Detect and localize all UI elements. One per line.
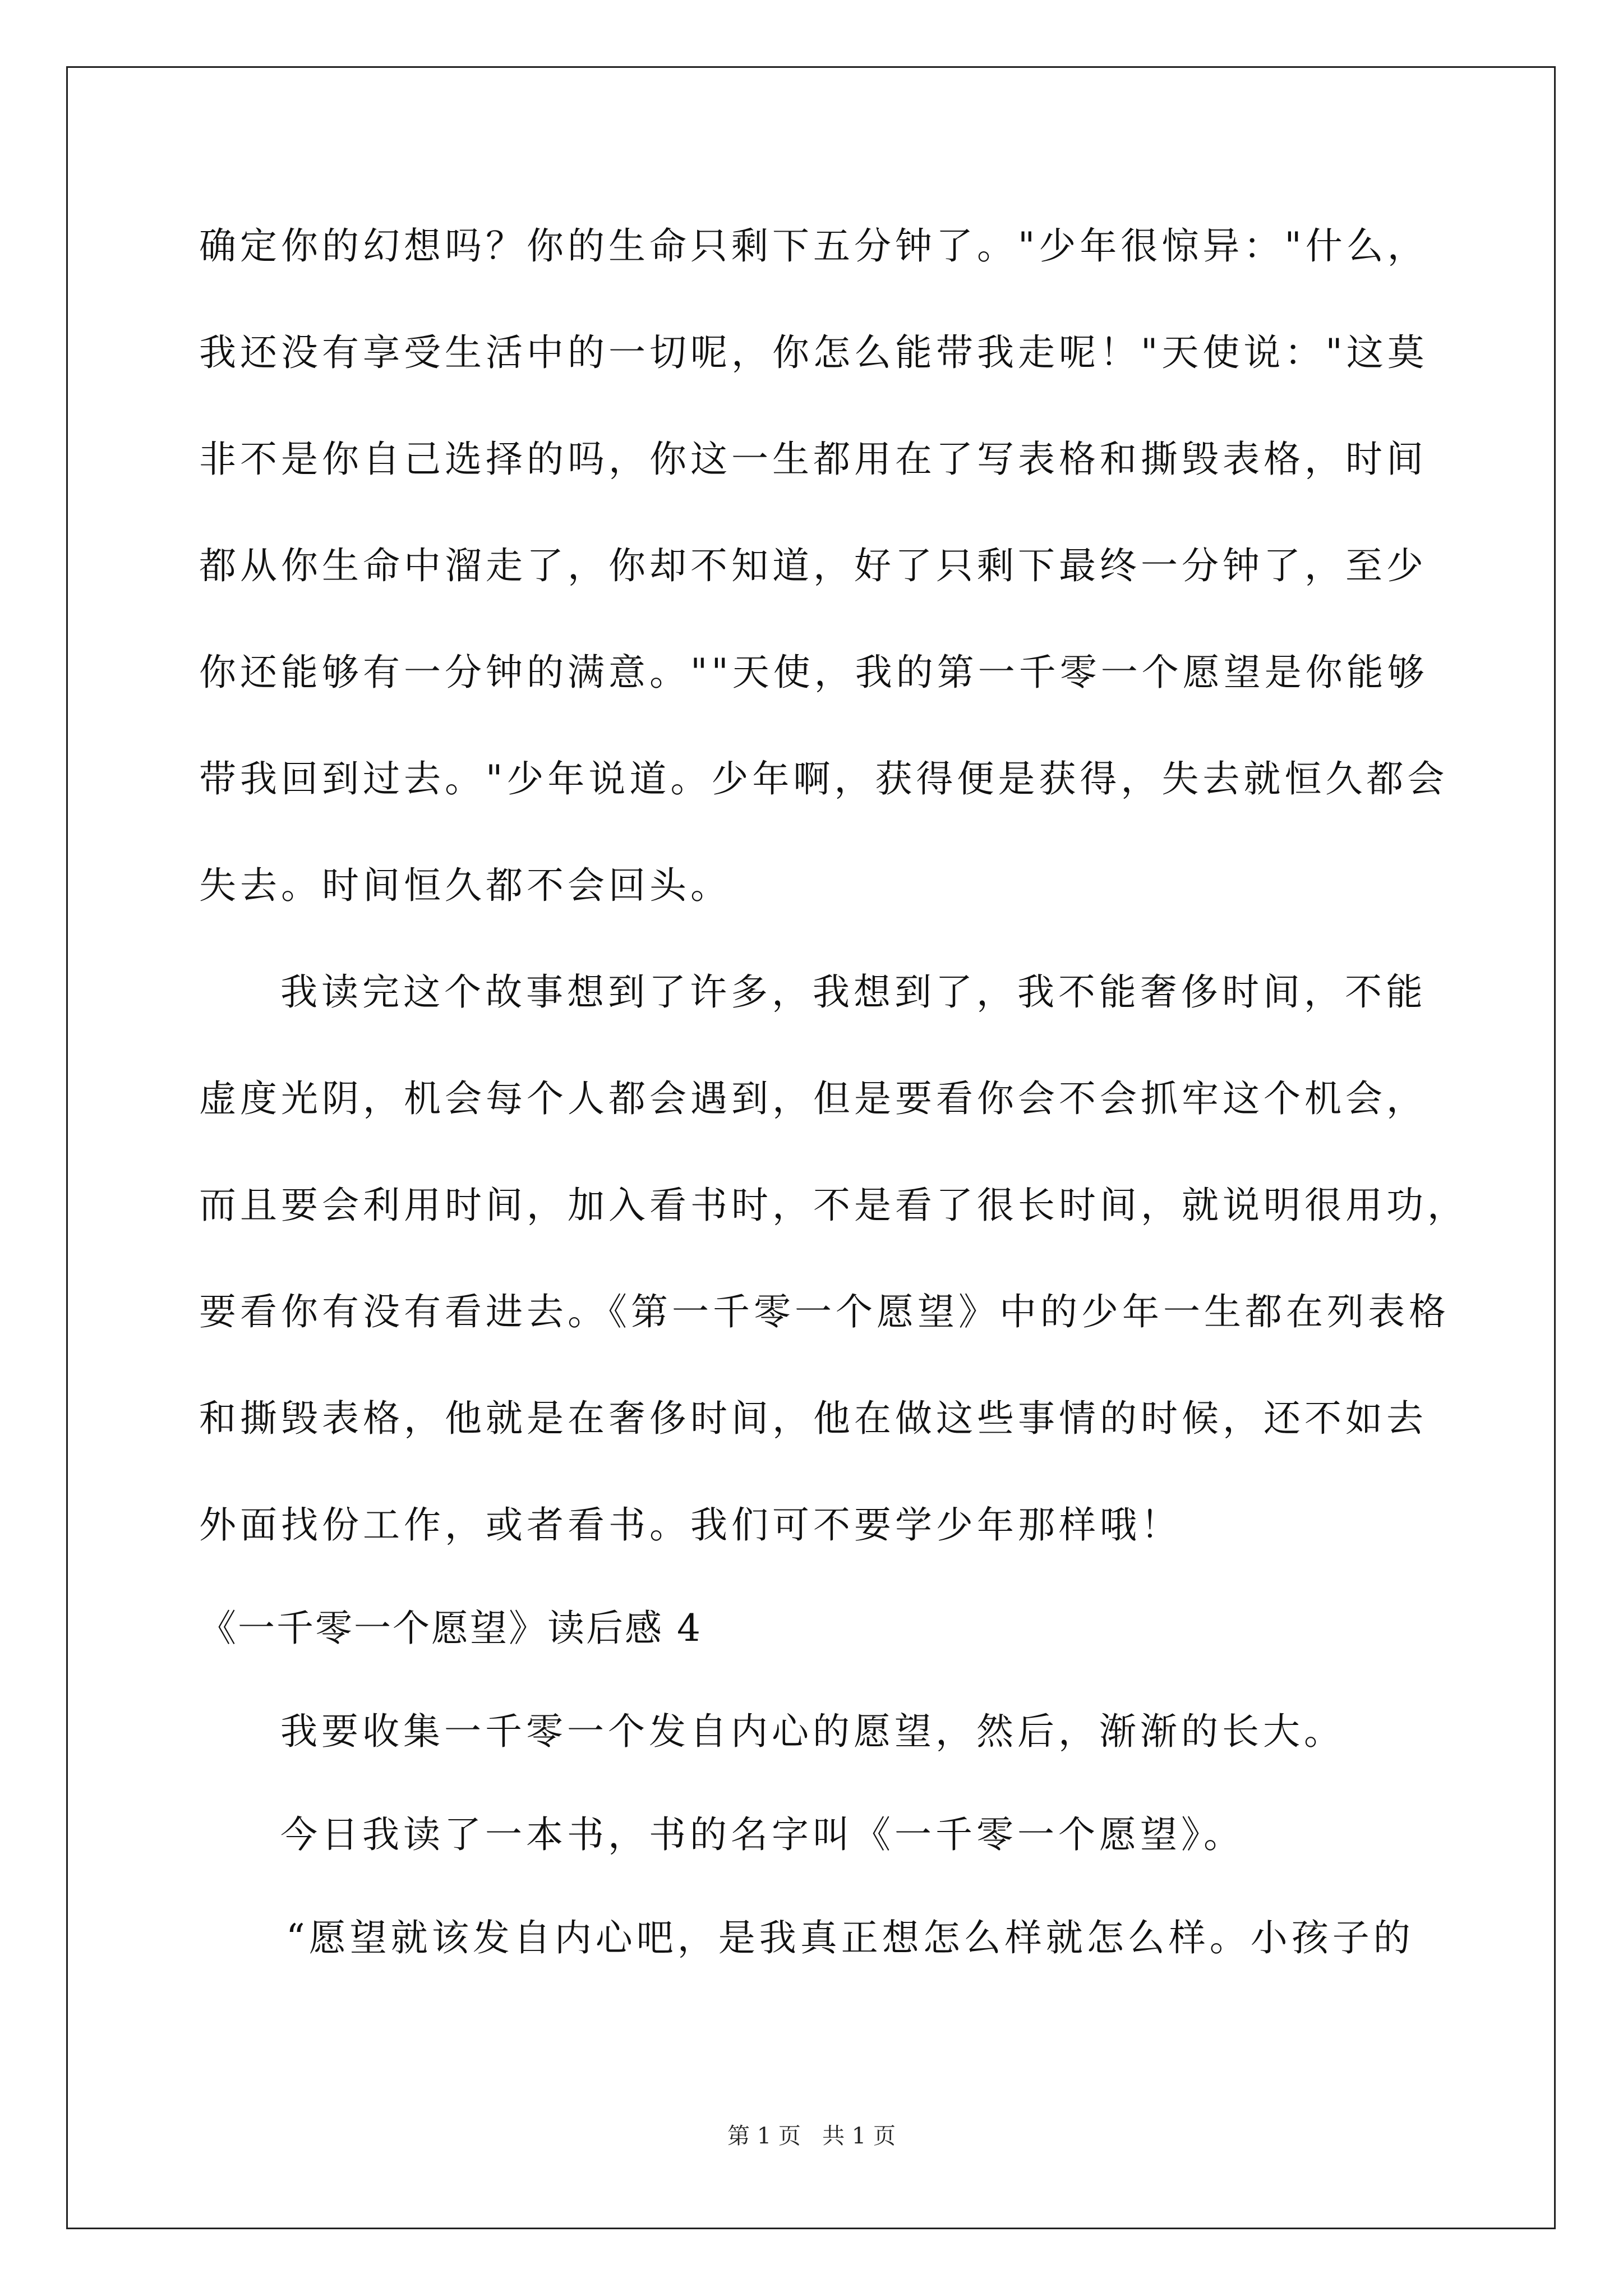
paragraph-line: 而且要会利用时间，加入看书时，不是看了很长时间，就说明很用功， <box>199 1184 1468 1227</box>
paragraph-line: 你还能够有一分钟的满意。""天使，我的第一千零一个愿望是你能够 <box>199 651 1428 694</box>
paragraph-line: 确定你的幻想吗？你的生命只剩下五分钟了。"少年很惊异："什么， <box>199 224 1428 268</box>
page-border <box>66 66 1556 2229</box>
paragraph-line: 今日我读了一本书，书的名字叫《一千零一个愿望》。 <box>280 1813 1244 1856</box>
paragraph-line: 和撕毁表格，他就是在奢侈时间，他在做这些事情的时候，还不如去 <box>199 1397 1427 1440</box>
paragraph-line: 我还没有享受生活中的一切呢，你怎么能带我走呢！"天使说："这莫 <box>199 331 1428 374</box>
paragraph-line: 虚度光阴，机会每个人都会遇到，但是要看你会不会抓牢这个机会， <box>199 1077 1427 1120</box>
paragraph-line: 要看你有没有看进去。《第一千零一个愿望》中的少年一生都在列表格 <box>199 1290 1450 1333</box>
paragraph-line: 外面找份工作，或者看书。我们可不要学少年那样哦！ <box>199 1503 1182 1547</box>
paragraph-line: 我要收集一千零一个发自内心的愿望，然后，渐渐的长大。 <box>280 1710 1345 1753</box>
paragraph-line: “愿望就该发自内心吧，是我真正想怎么样就怎么样。小孩子的 <box>286 1916 1414 1959</box>
paragraph-line: 我读完这个故事想到了许多，我想到了，我不能奢侈时间，不能 <box>280 970 1427 1014</box>
section-heading: 《一千零一个愿望》读后感 4 <box>199 1607 702 1650</box>
paragraph-line: 都从你生命中溜走了，你却不知道，好了只剩下最终一分钟了，至少 <box>199 544 1427 587</box>
paragraph-line: 非不是你自己选择的吗，你这一生都用在了写表格和撕毁表格，时间 <box>199 438 1427 481</box>
page-number: 第 1 页 共 1 页 <box>727 2123 896 2149</box>
paragraph-line: 带我回到过去。"少年说道。少年啊，获得便是获得，失去就恒久都会 <box>199 757 1449 800</box>
paragraph-line: 失去。时间恒久都不会回头。 <box>199 864 731 907</box>
